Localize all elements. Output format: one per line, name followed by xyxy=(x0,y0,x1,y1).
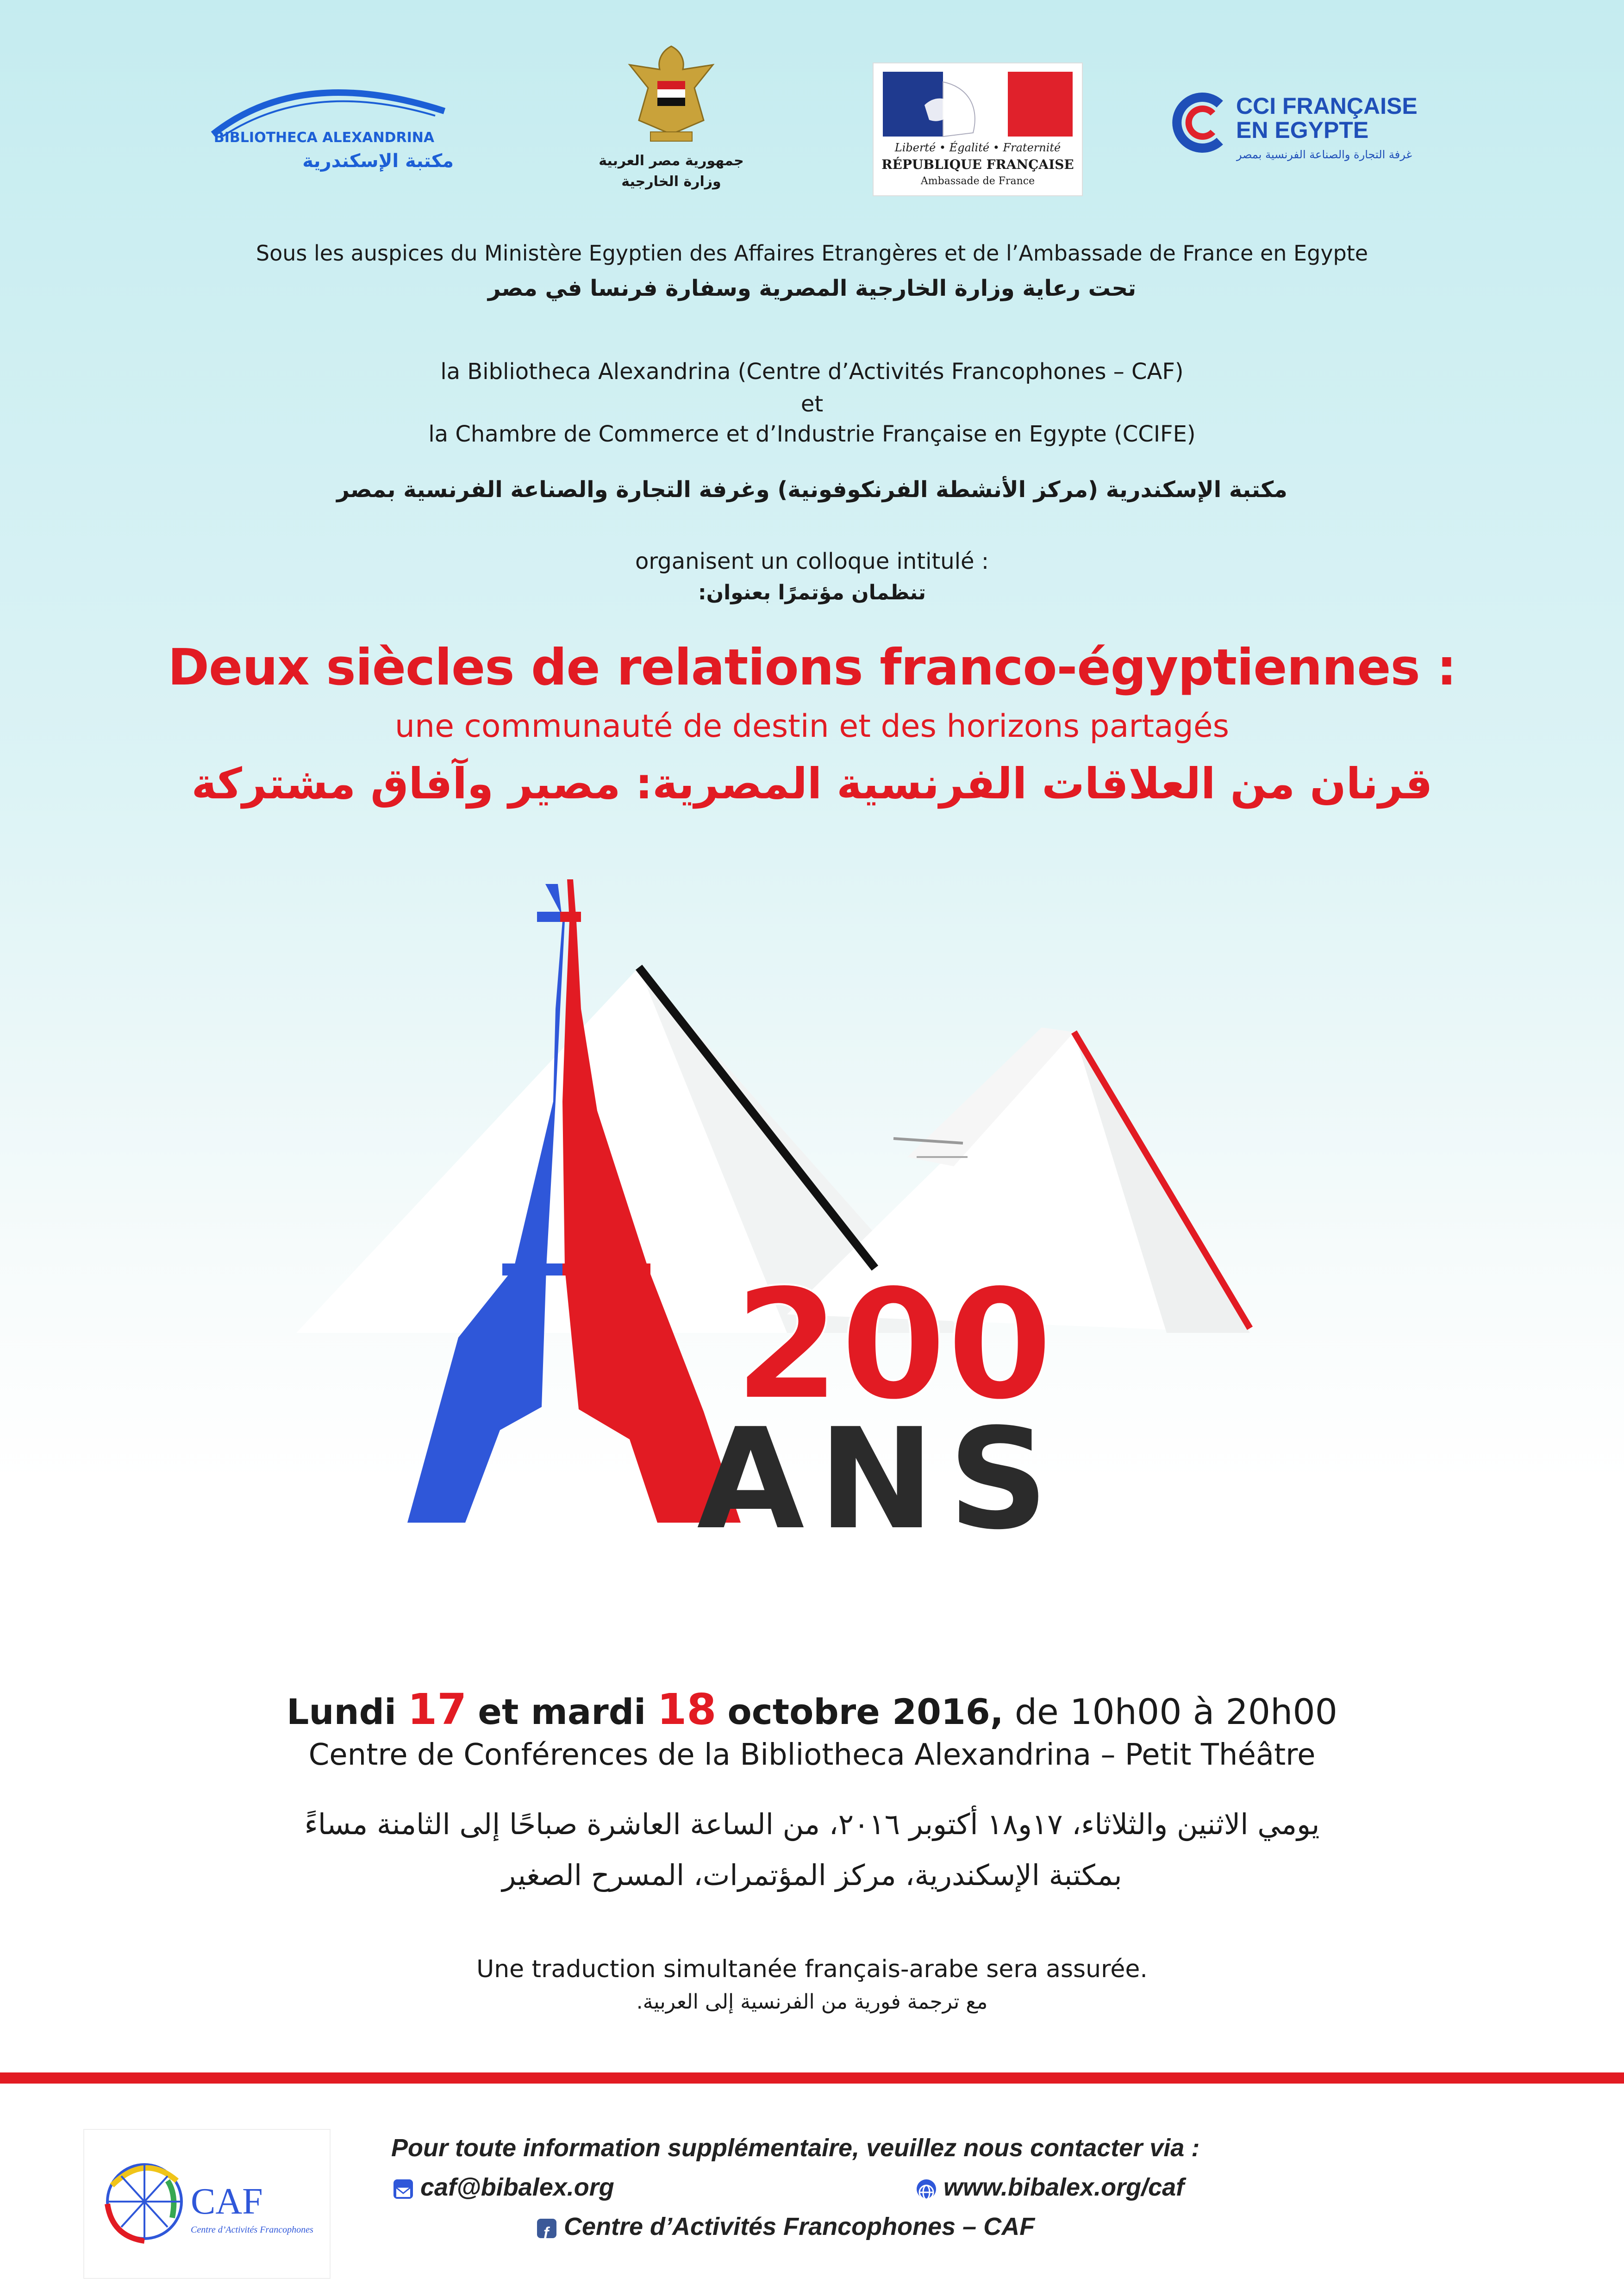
marianne-flag-icon xyxy=(874,63,1082,142)
egypt-ministry-ar: وزارة الخارجية xyxy=(621,174,721,190)
rf-name: RÉPUBLIQUE FRANÇAISE xyxy=(881,157,1074,172)
egyptian-eagle-icon xyxy=(588,37,755,148)
rf-embassy: Ambassade de France xyxy=(920,175,1035,187)
event-month-year: octobre 2016, xyxy=(727,1691,1004,1732)
contact-intro: Pour toute information supplémentaire, veuillez nous contacter via : xyxy=(391,2134,1200,2162)
bibliotheca-alexandrina-logo xyxy=(194,56,481,194)
emblem-200: 200 xyxy=(734,1256,1053,1434)
cci-line1: CCI FRANÇAISE xyxy=(1236,93,1418,119)
egypt-republic-ar: جمهورية مصر العربية xyxy=(599,153,744,169)
event-day-1: Lundi xyxy=(286,1691,397,1732)
emblem-ans: ANS xyxy=(697,1399,1062,1560)
organizer-and: et xyxy=(800,391,824,417)
organise-ar: تنظمان مؤتمرًا بعنوان: xyxy=(698,581,926,604)
bibliotheca-name-ar: مكتبة الإسكندرية xyxy=(302,150,454,172)
email-link[interactable]: caf@bibalex.org xyxy=(420,2173,614,2201)
rf-motto: Liberté • Égalité • Fraternité xyxy=(894,141,1061,154)
colloquium-title-fr: Deux siècles de relations franco-égyptiennes : xyxy=(168,639,1456,697)
caf-globe-icon xyxy=(94,2148,186,2250)
svg-text:f: f xyxy=(543,2224,549,2241)
organizers-ar: مكتبة الإسكندرية (مركز الأنشطة الفرنكوفونية) وغرفة التجارة والصناعة الفرنسية بمصر xyxy=(337,477,1287,503)
globe-icon xyxy=(917,2179,936,2199)
eiffel-pyramids-emblem xyxy=(0,861,1624,1601)
caf-wordmark: CAF xyxy=(191,2181,263,2222)
contact-website[interactable] xyxy=(917,2173,1184,2202)
event-day-2: et mardi xyxy=(478,1691,646,1732)
cci-line2: EN EGYPTE xyxy=(1236,117,1369,143)
event-date-17: 17 xyxy=(407,1685,467,1734)
event-venue-fr: Centre de Conférences de la Bibliotheca Alexandrina – Petit Théâtre xyxy=(308,1738,1316,1772)
organizer-2: la Chambre de Commerce et d’Industrie Française en Egypte (CCIFE) xyxy=(428,421,1196,447)
cci-emblem-icon xyxy=(1167,88,1236,157)
event-date-fr xyxy=(0,1685,1624,1734)
cci-france-egypte-logo xyxy=(1167,88,1426,180)
auspices-fr: Sous les auspices du Ministère Egyptien des Affaires Etrangères et de l’Ambassade de France en Egypte xyxy=(256,241,1368,266)
colloquium-title-ar: قرنان من العلاقات الفرنسية المصرية: مصير وآفاق مشتركة xyxy=(191,759,1433,809)
email-icon xyxy=(394,2179,413,2199)
cci-name-ar: غرفة التجارة والصناعة الفرنسية بمصر xyxy=(1236,148,1412,161)
translation-note-fr: Une traduction simultanée français-arabe sera assurée. xyxy=(476,1955,1148,1983)
auspices-ar: تحت رعاية وزارة الخارجية المصرية وسفارة فرنسا في مصر xyxy=(487,275,1137,301)
website-link[interactable]: www.bibalex.org/caf xyxy=(943,2173,1185,2201)
facebook-icon xyxy=(537,2219,556,2241)
contact-facebook[interactable] xyxy=(537,2212,1035,2241)
bibliotheca-arc-icon xyxy=(194,56,481,194)
translation-note-ar: مع ترجمة فورية من الفرنسية إلى العربية. xyxy=(636,1990,988,2014)
event-date-18: 18 xyxy=(657,1685,717,1734)
bibliotheca-name-fr: BIBLIOTHECA ALEXANDRINA xyxy=(213,130,435,146)
egypt-ministry-logo xyxy=(588,37,755,204)
organise-fr: organisent un colloque intitulé : xyxy=(635,548,989,574)
facebook-link[interactable]: Centre d’Activités Francophones – CAF xyxy=(564,2213,1035,2240)
republique-francaise-logo xyxy=(873,62,1083,196)
footer-divider xyxy=(0,2072,1624,2084)
event-hours: de 10h00 à 20h00 xyxy=(1014,1691,1338,1732)
organizer-1: la Bibliotheca Alexandrina (Centre d’Activités Francophones – CAF) xyxy=(440,359,1184,385)
colloquium-subtitle-fr: une communauté de destin et des horizons partagés xyxy=(394,708,1230,745)
caf-subtitle: Centre d’Activités Francophones xyxy=(191,2225,313,2235)
event-venue-ar: بمكتبة الإسكندرية، مركز المؤتمرات، المسرح الصغير xyxy=(502,1858,1122,1892)
event-date-ar: يومي الاثنين والثلاثاء، ١٧و١٨ أكتوبر ٢٠١٦، من الساعة العاشرة صباحًا إلى الثامنة مساءً xyxy=(304,1807,1320,1841)
contact-email[interactable] xyxy=(394,2173,614,2202)
caf-logo xyxy=(83,2129,331,2279)
